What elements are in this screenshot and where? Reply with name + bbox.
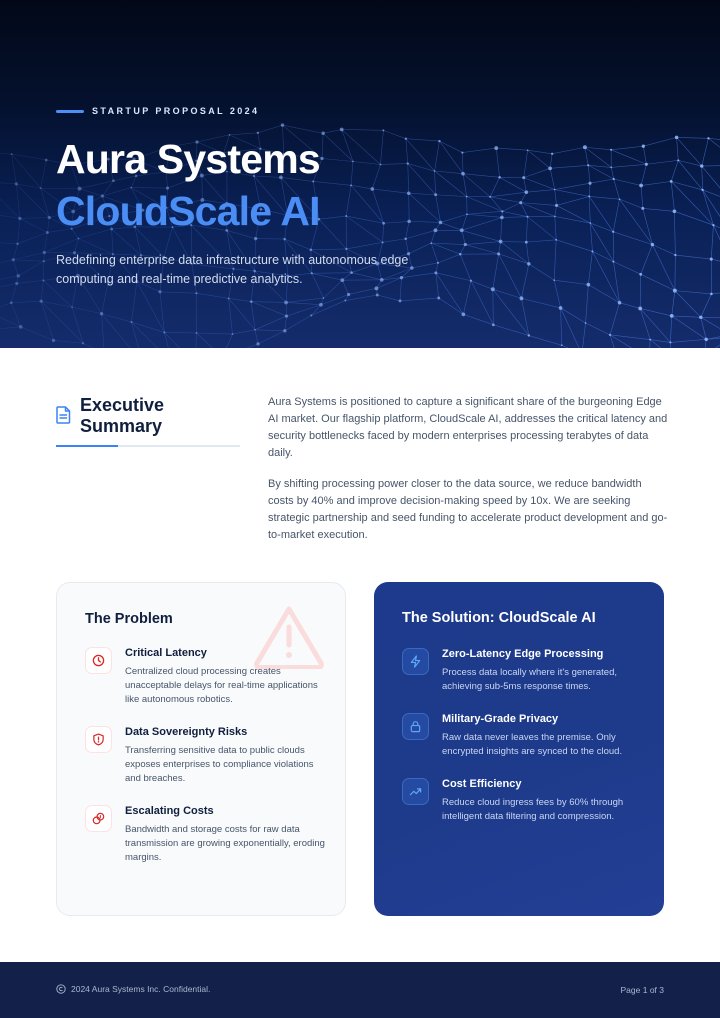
- eyebrow-accent-bar: [56, 110, 84, 113]
- item-description: Transferring sensitive data to public clouds exposes enterprises to compliance violations and breaches.: [125, 745, 314, 784]
- lightning-icon: [402, 648, 429, 675]
- footer: [0, 962, 720, 1018]
- executive-summary-heading: [56, 395, 240, 451]
- item-title: Escalating Costs: [125, 805, 214, 817]
- item-title: Zero-Latency Edge Processing: [442, 648, 604, 660]
- page-number: Page 1 of 3: [620, 985, 664, 995]
- warning-triangle-icon: [253, 605, 325, 669]
- summary-paragraph: By shifting processing power closer to the data source, we reduce bandwidth costs by 40% and improve decision-making speed by 10x. We are seeking strategic partnership and seed funding to accelerate product development and go-to-market execution.: [268, 478, 668, 541]
- problem-card: [56, 582, 346, 916]
- summary-paragraph: Aura Systems is positioned to capture a significant share of the burgeoning Edge AI market. Our flagship platform, CloudScale AI, addresses the critical latency and security bottlenecks faced by modern enterprises processing terabytes of data daily.: [268, 396, 668, 459]
- heading-underline: [56, 445, 240, 447]
- eyebrow-label: STARTUP PROPOSAL 2024: [92, 106, 260, 116]
- eyebrow: [56, 106, 259, 116]
- copyright-text: 2024 Aura Systems Inc. Confidential.: [71, 984, 211, 994]
- item-title: Critical Latency: [125, 647, 207, 659]
- item-title: Data Sovereignty Risks: [125, 726, 248, 738]
- solution-card: [374, 582, 664, 916]
- coins-icon: [85, 805, 112, 832]
- hero-banner: [0, 0, 720, 348]
- footer-copyright: [56, 984, 210, 994]
- item-description: Centralized cloud processing creates unacceptable delays for real-time applications like autonomous robotics.: [125, 666, 318, 705]
- solution-title: The Solution: CloudScale AI: [402, 610, 596, 626]
- problem-title: The Problem: [85, 611, 173, 627]
- lock-icon: [402, 713, 429, 740]
- title-product: CloudScale AI: [56, 188, 320, 234]
- item-description: Raw data never leaves the premise. Only encrypted insights are synced to the cloud.: [442, 732, 623, 757]
- item-description: Process data locally where it's generated, achieving sub-5ms response times.: [442, 667, 618, 692]
- executive-summary-body: [268, 394, 668, 558]
- document-icon: [56, 406, 71, 424]
- item-title: Military-Grade Privacy: [442, 713, 559, 725]
- copyright-icon: [56, 984, 66, 994]
- item-title: Cost Efficiency: [442, 778, 522, 790]
- title-company: Aura Systems: [56, 136, 320, 182]
- hero-subtitle: Redefining enterprise data infrastructure with autonomous edge computing and real-time predictive analytics.: [56, 253, 409, 286]
- trending-up-icon: [402, 778, 429, 805]
- clock-icon: [85, 647, 112, 674]
- executive-summary-title: Executive Summary: [80, 395, 165, 436]
- item-description: Bandwidth and storage costs for raw data transmission are growing exponentially, eroding margins.: [125, 824, 325, 863]
- item-description: Reduce cloud ingress fees by 60% through intelligent data filtering and compression.: [442, 797, 624, 822]
- shield-alert-icon: [85, 726, 112, 753]
